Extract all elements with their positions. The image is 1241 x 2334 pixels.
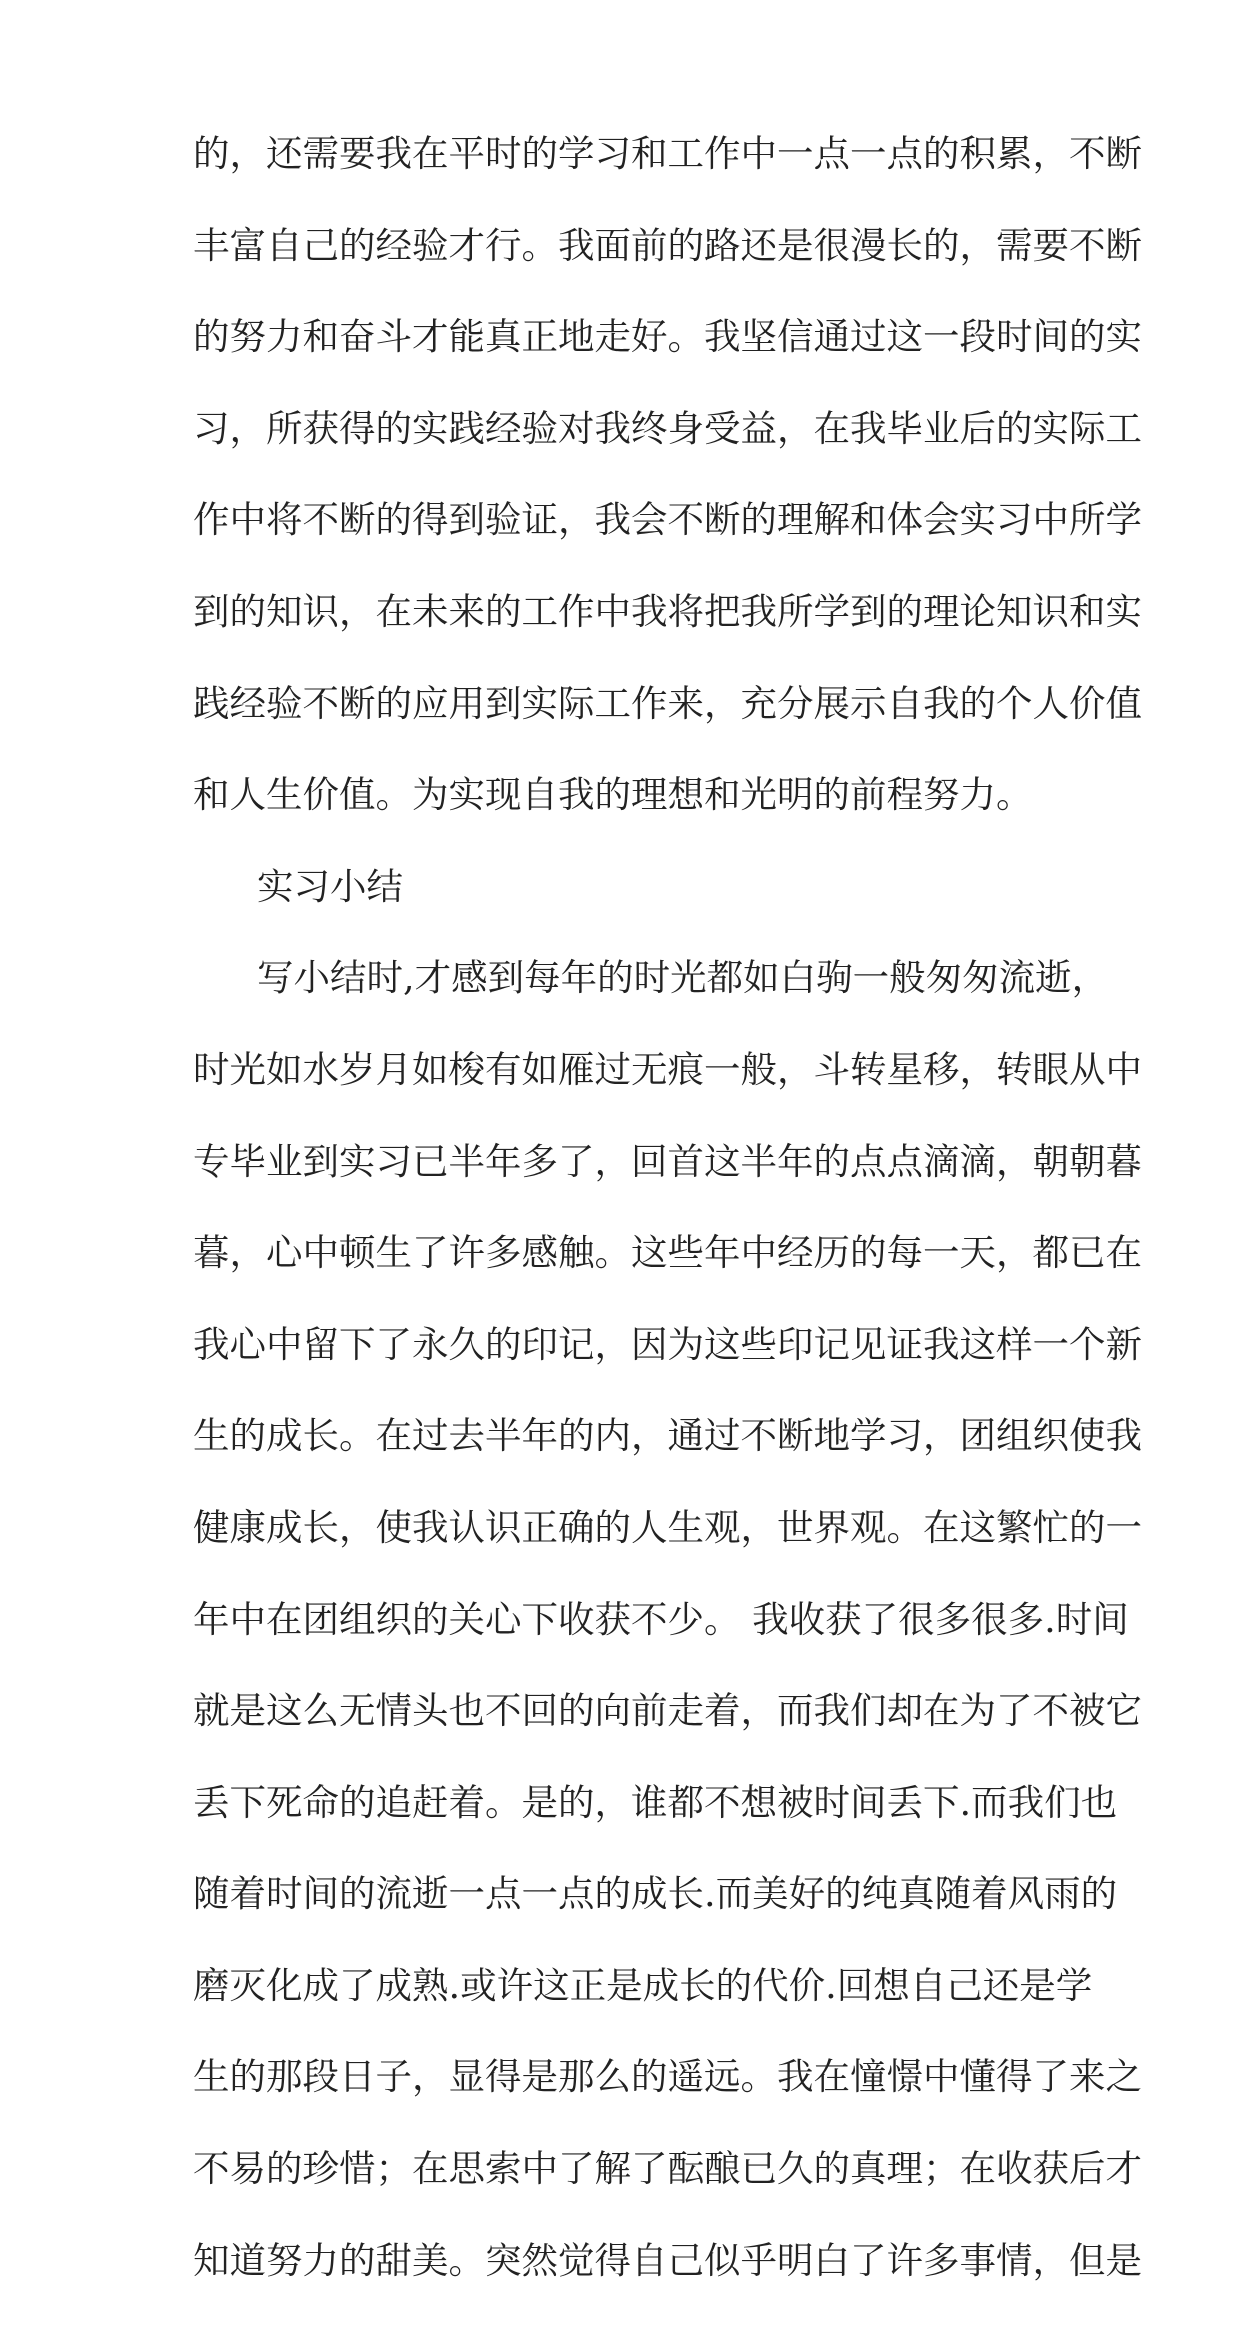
text-line: 的努力和奋斗才能真正地走好。我坚信通过这一段时间的实 [193,315,1142,359]
text-line: 践经验不断的应用到实际工作来，充分展示自我的个人价值 [193,681,1142,725]
text-line: 年中在团组织的关心下收获不少。 我收获了很多很多.时间 [193,1597,1129,1641]
text-line: 写小结时,才感到每年的时光都如白驹一般匆匆流逝， [257,956,1109,1000]
text-line: 和人生价值。为实现自我的理想和光明的前程努力。 [193,773,1033,817]
text-line: 不易的珍惜；在思索中了解了酝酿已久的真理；在收获后才 [193,2147,1142,2191]
text-line: 专毕业到实习已半年多了，回首这半年的点点滴滴，朝朝暮 [193,1139,1142,1183]
text-line: 丰富自己的经验才行。我面前的路还是很漫长的，需要不断 [193,223,1142,267]
text-line: 到的知识，在未来的工作中我将把我所学到的理论知识和实 [193,589,1142,633]
text-line: 丢下死命的追赶着。是的，谁都不想被时间丢下.而我们也 [193,1780,1118,1824]
text-line: 生的成长。在过去半年的内，通过不断地学习，团组织使我 [193,1414,1142,1458]
text-line: 时光如水岁月如梭有如雁过无痕一般，斗转星移，转眼从中 [193,1047,1142,1091]
text-line: 随着时间的流逝一点一点的成长.而美好的纯真随着风雨的 [193,1872,1118,1916]
text-line: 磨灭化成了成熟.或许这正是成长的代价.回想自己还是学 [193,1963,1093,2007]
text-line: 生的那段日子，显得是那么的遥远。我在憧憬中懂得了来之 [193,2055,1142,2099]
text-line: 习，所获得的实践经验对我终身受益，在我毕业后的实际工 [193,406,1142,450]
text-line: 知道努力的甜美。突然觉得自己似乎明白了许多事情，但是 [193,2238,1142,2282]
text-line: 我心中留下了永久的印记，因为这些印记见证我这样一个新 [193,1322,1142,1366]
document-body [193,132,1142,2334]
section-heading: 实习小结 [257,864,403,908]
text-line: 作中将不断的得到验证，我会不断的理解和体会实习中所学 [193,498,1142,542]
text-line: 的，还需要我在平时的学习和工作中一点一点的积累，不断 [193,132,1142,175]
text-line: 暮，心中顿生了许多感触。这些年中经历的每一天，都已在 [193,1231,1142,1275]
text-line: 就是这么无情头也不回的向前走着，而我们却在为了不被它 [193,1689,1142,1733]
text-line: 健康成长，使我认识正确的人生观，世界观。在这繁忙的一 [193,1505,1142,1549]
